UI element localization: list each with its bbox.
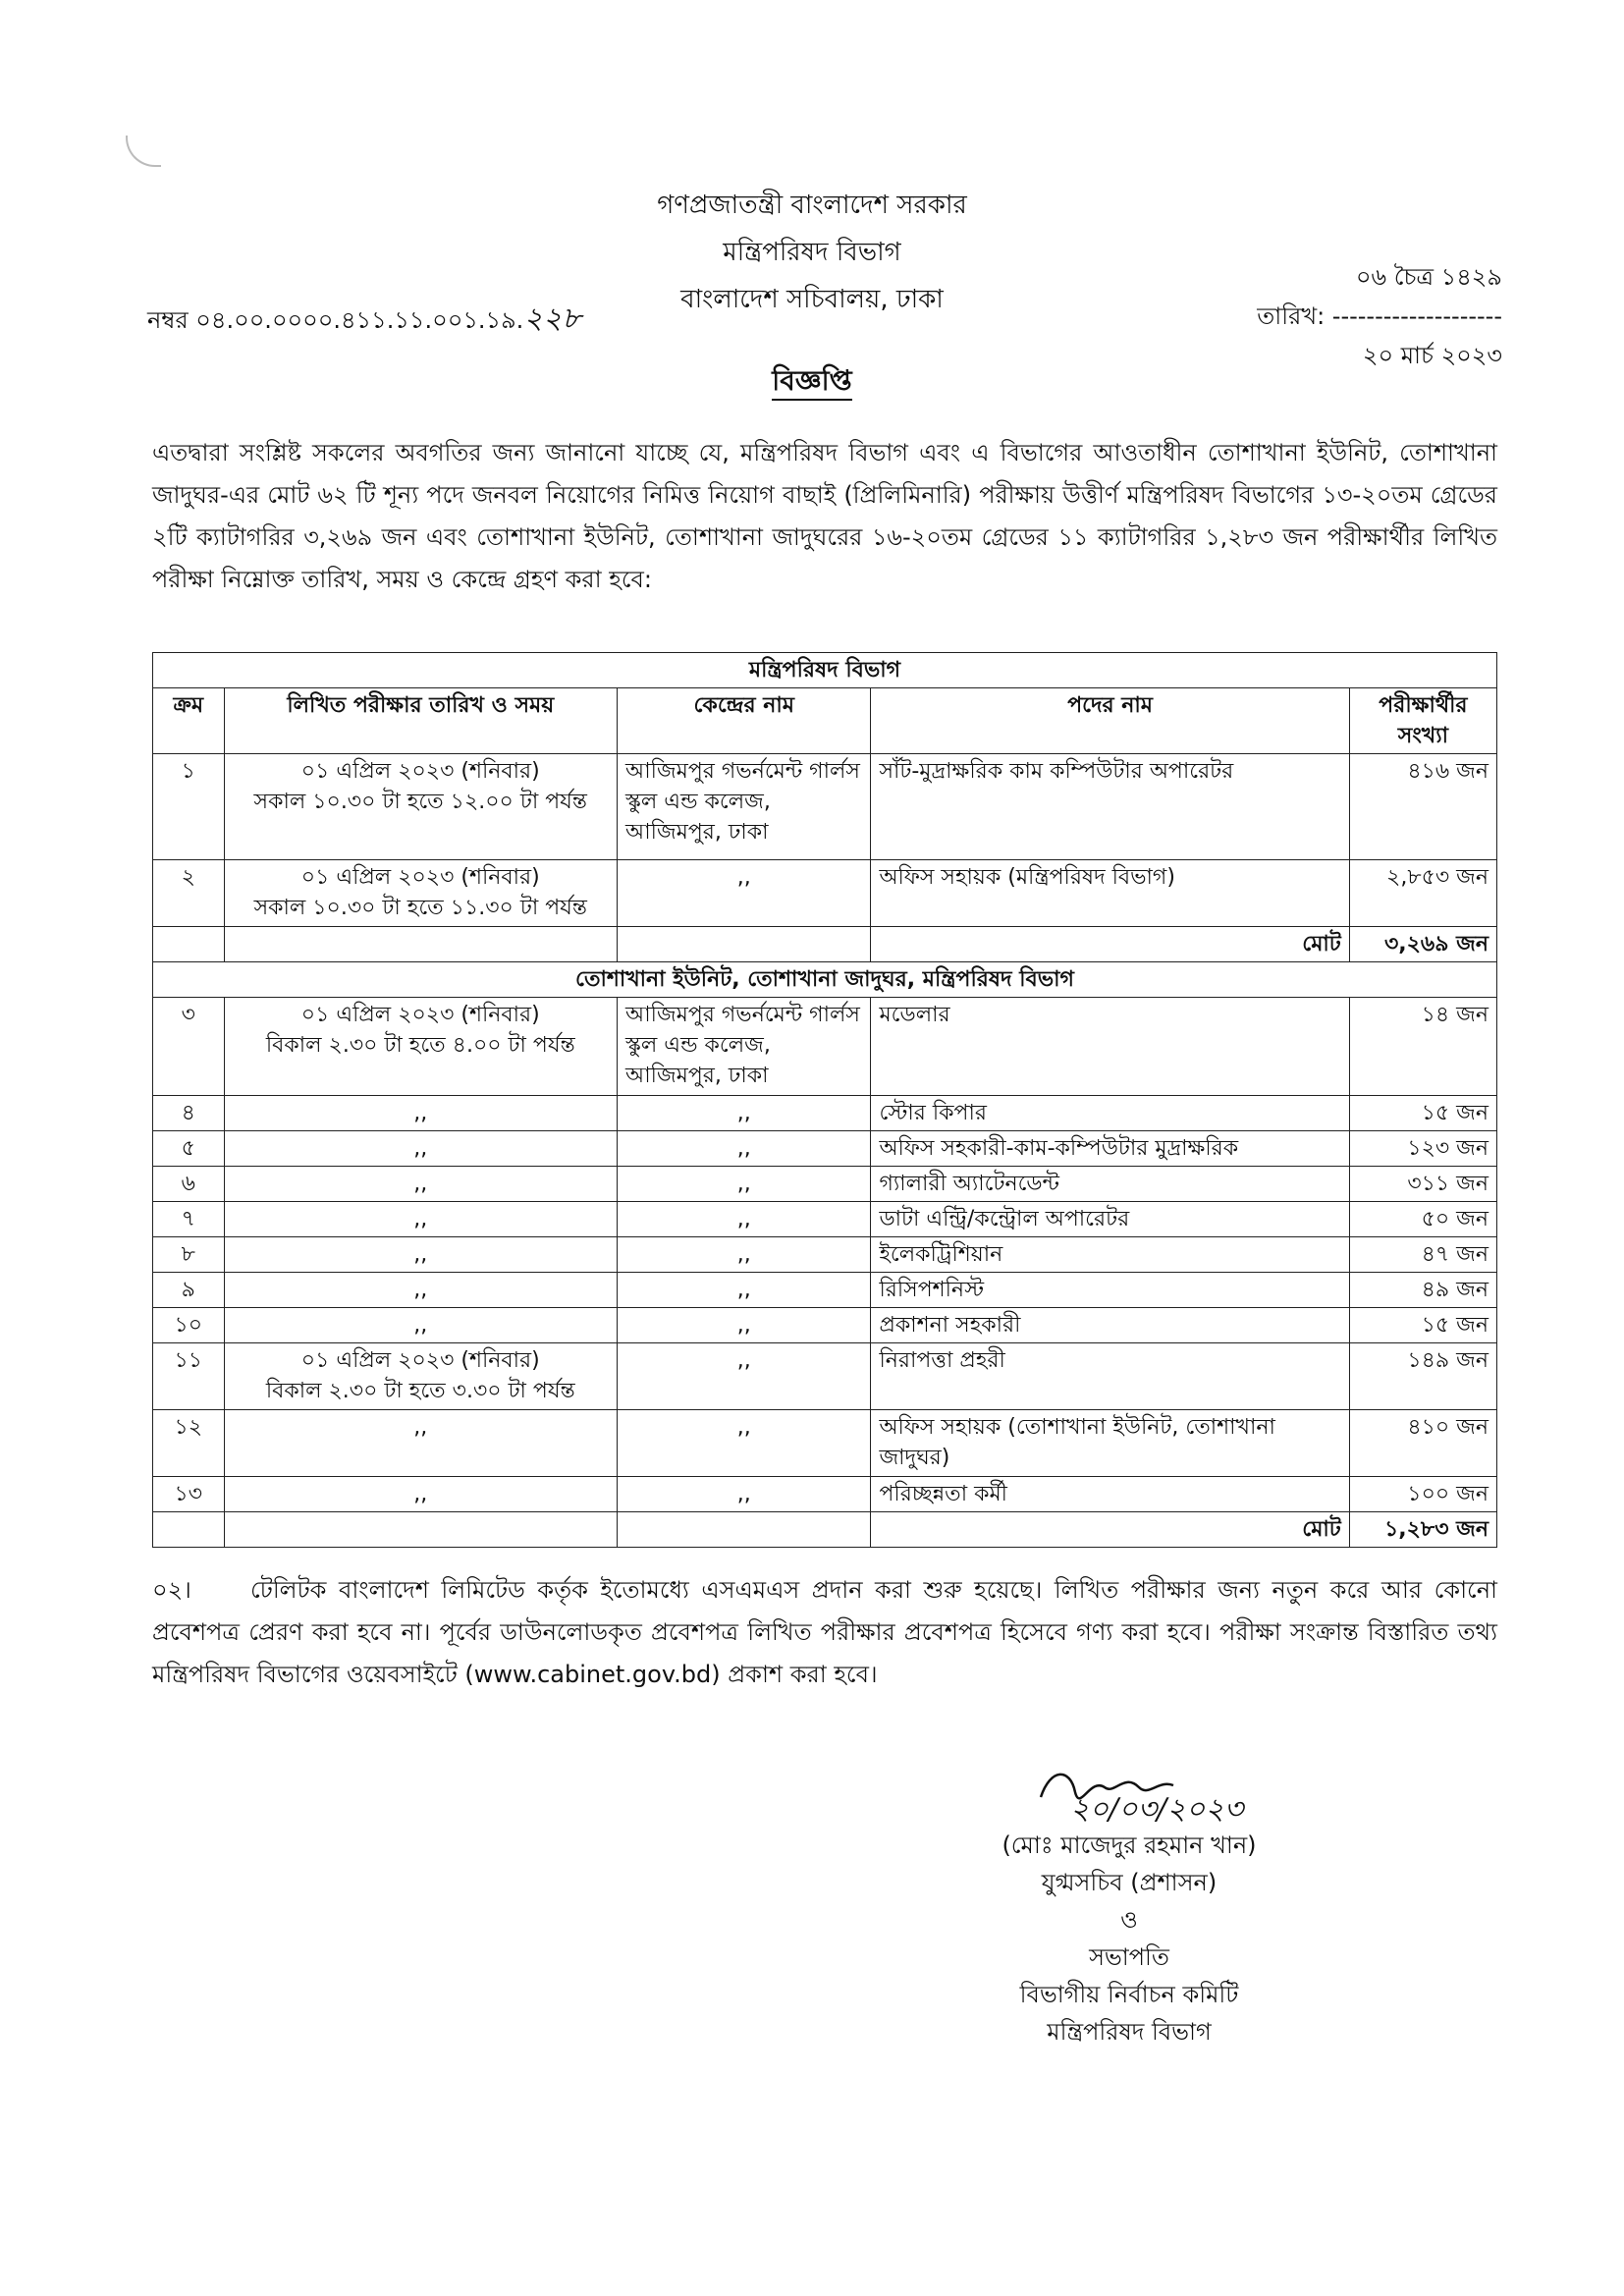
row-post: গ্যালারী অ্যাটেনডেন্ট: [871, 1167, 1349, 1202]
date-block: [1129, 257, 1502, 375]
row-count: ১৪ জন: [1349, 998, 1496, 1096]
row-post: প্রকাশনা সহকারী: [871, 1308, 1349, 1343]
row-sl: ৮: [153, 1237, 225, 1273]
row-count: ১৫ জন: [1349, 1096, 1496, 1131]
row-sl: ৩: [153, 998, 225, 1096]
row-center-ditto: ,,: [618, 1410, 871, 1477]
row-center-ditto: ,,: [618, 860, 871, 927]
note-text: টেলিটক বাংলাদেশ লিমিটেড কর্তৃক ইতোমধ্যে এসএমএস প্রদান করা শুরু হয়েছে। লিখিত পরীক্ষার জন্য নতুন করে আর কোনো প্রবেশপত্র প্রেরণ করা হবে না। পূর্বের ডাউনলোডকৃত প্রবেশপত্র লিখিত পরীক্ষার প্রবেশপত্র হিসেবে গণ্য করা হবে। পরীক্ষা সংক্রান্ত বিস্তারিত তথ্য মন্ত্রিপরিষদ বিভাগের ওয়েবসাইটে (www.cabinet.gov.bd) প্রকাশ করা হবে।: [152, 1576, 1497, 1688]
row-date-ditto: ,,: [224, 1308, 617, 1343]
header-post: পদের নাম: [871, 688, 1349, 754]
row-sl: ৬: [153, 1167, 225, 1202]
signature-date: ২০/০৩/২০২৩: [1070, 1792, 1244, 1827]
row-sl: ৪: [153, 1096, 225, 1131]
row-post: অফিস সহায়ক (মন্ত্রিপরিষদ বিভাগ): [871, 860, 1349, 927]
header-sl: ক্রম: [153, 688, 225, 754]
total-value: ৩,২৬৯ জন: [1349, 927, 1496, 962]
row-post: পরিচ্ছন্নতা কর্মী: [871, 1477, 1349, 1512]
table-row: [153, 860, 1497, 927]
table-row: [153, 1273, 1497, 1308]
total-row-toshakhana: [153, 1512, 1497, 1548]
date-label: তারিখ: --------------------: [1257, 302, 1502, 330]
row-count: ৪১০ জন: [1349, 1410, 1496, 1477]
section-title: তোশাখানা ইউনিট, তোশাখানা জাদুঘর, মন্ত্রিপরিষদ বিভাগ: [153, 962, 1497, 998]
row-date-ditto: ,,: [224, 1131, 617, 1167]
row-date: ০১ এপ্রিল ২০২৩ (শনিবার) সকাল ১০.৩০ টা হতে ১১.৩০ টা পর্যন্ত: [224, 860, 617, 927]
row-date-ditto: ,,: [224, 1273, 617, 1308]
table-row: [153, 1343, 1497, 1410]
table-row: [153, 1096, 1497, 1131]
row-center: আজিমপুর গভর্নমেন্ট গার্লস স্কুল এন্ড কলেজ, আজিমপুর, ঢাকা: [618, 998, 871, 1096]
table-row: [153, 1410, 1497, 1477]
row-count: ৪৯ জন: [1349, 1273, 1496, 1308]
table-row: [153, 1237, 1497, 1273]
row-sl: ১: [153, 754, 225, 860]
table-row: [153, 1167, 1497, 1202]
note-paragraph: [152, 1569, 1497, 1696]
table-row: [153, 1308, 1497, 1343]
row-center-ditto: ,,: [618, 1308, 871, 1343]
table-row: [153, 754, 1497, 860]
row-count: ২,৮৫৩ জন: [1349, 860, 1496, 927]
header-date: লিখিত পরীক্ষার তারিখ ও সময়: [224, 688, 617, 754]
signatory-designation: যুগ্মসচিব (প্রশাসন): [1041, 1869, 1218, 1896]
section-header-cabinet: [153, 653, 1497, 688]
row-date: ০১ এপ্রিল ২০২৩ (শনিবার) বিকাল ২.৩০ টা হতে ৩.৩০ টা পর্যন্ত: [224, 1343, 617, 1410]
header-center: কেন্দ্রের নাম: [618, 688, 871, 754]
memo-number: [147, 295, 581, 345]
row-count: ১৪৯ জন: [1349, 1343, 1496, 1410]
row-center-ditto: ,,: [618, 1477, 871, 1512]
section-header-toshakhana: [153, 962, 1497, 998]
row-post: নিরাপত্তা প্রহরী: [871, 1343, 1349, 1410]
row-sl: ১১: [153, 1343, 225, 1410]
signatory-and: ও: [1120, 1906, 1138, 1934]
row-post: সাঁট-মুদ্রাক্ষরিক কাম কম্পিউটার অপারেটর: [871, 754, 1349, 860]
exam-schedule-table: [152, 652, 1497, 1548]
table-row: [153, 1477, 1497, 1512]
date-bangla: ০৬ চৈত্র ১৪২৯: [1355, 263, 1502, 291]
row-date: ০১ এপ্রিল ২০২৩ (শনিবার) সকাল ১০.৩০ টা হতে ১২.০০ টা পর্যন্ত: [224, 754, 617, 860]
table-row: [153, 1202, 1497, 1237]
row-post: মডেলার: [871, 998, 1349, 1096]
division-name: মন্ত্রিপরিষদ বিভাগ: [723, 238, 901, 267]
total-value: ১,২৮৩ জন: [1349, 1512, 1496, 1548]
table-row: [153, 998, 1497, 1096]
row-sl: ৭: [153, 1202, 225, 1237]
header-count: পরীক্ষার্থীর সংখ্যা: [1349, 688, 1496, 754]
row-sl: ১০: [153, 1308, 225, 1343]
scan-mark: [126, 136, 161, 167]
signatory-role: সভাপতি: [1089, 1943, 1169, 1971]
row-count: ১৫ জন: [1349, 1308, 1496, 1343]
row-center-ditto: ,,: [618, 1096, 871, 1131]
section-title: মন্ত্রিপরিষদ বিভাগ: [153, 653, 1497, 688]
memo-prefix: নম্বর ০৪.০০.০০০০.৪১১.১১.০০১.১৯.: [147, 306, 524, 334]
row-sl: ১২: [153, 1410, 225, 1477]
row-sl: ১৩: [153, 1477, 225, 1512]
signatory-department: মন্ত্রিপরিষদ বিভাগ: [1047, 2018, 1212, 2046]
row-count: ১২৩ জন: [1349, 1131, 1496, 1167]
row-center-ditto: ,,: [618, 1343, 871, 1410]
notice-title: বিজ্ঞপ্তি: [0, 359, 1624, 406]
handwritten-signature: [1031, 1758, 1355, 1827]
row-sl: ৫: [153, 1131, 225, 1167]
total-label: মোট: [871, 927, 1349, 962]
row-center: আজিমপুর গভর্নমেন্ট গার্লস স্কুল এন্ড কলেজ, আজিমপুর, ঢাকা: [618, 754, 871, 860]
row-count: ১০০ জন: [1349, 1477, 1496, 1512]
row-count: ৩১১ জন: [1349, 1167, 1496, 1202]
row-date: ০১ এপ্রিল ২০২৩ (শনিবার) বিকাল ২.৩০ টা হতে ৪.০০ টা পর্যন্ত: [224, 998, 617, 1096]
row-center-ditto: ,,: [618, 1131, 871, 1167]
secretariat-address: বাংলাদেশ সচিবালয়, ঢাকা: [680, 285, 944, 314]
row-post: ইলেকট্রিশিয়ান: [871, 1237, 1349, 1273]
row-post: স্টোর কিপার: [871, 1096, 1349, 1131]
row-center-ditto: ,,: [618, 1167, 871, 1202]
row-center-ditto: ,,: [618, 1202, 871, 1237]
row-center-ditto: ,,: [618, 1237, 871, 1273]
notice-paragraph: এতদ্বারা সংশ্লিষ্ট সকলের অবগতির জন্য জানানো যাচ্ছে যে, মন্ত্রিপরিষদ বিভাগ এবং এ বিভাগের আওতাধীন তোশাখানা ইউনিট, তোশাখানা জাদুঘর-এর মোট ৬২ টি শূন্য পদে জনবল নিয়োগের নিমিত্ত নিয়োগ বাছাই (প্রিলিমিনারি) পরীক্ষায় উত্তীর্ণ মন্ত্রিপরিষদ বিভাগের ১৩-২০তম গ্রেডের ২টি ক্যাটাগরির ৩,২৬৯ জন এবং তোশাখানা ইউনিট, তোশাখানা জাদুঘরের ১৬-২০তম গ্রেডের ১১ ক্যাটাগরির ১,২৮৩ জন পরীক্ষার্থীর লিখিত পরীক্ষা নিম্নোক্ত তারিখ, সময় ও কেন্দ্রে গ্রহণ করা হবে:: [152, 439, 1497, 593]
govt-name: গণপ্রজাতন্ত্রী বাংলাদেশ সরকার: [657, 191, 967, 220]
row-date-ditto: ,,: [224, 1237, 617, 1273]
table-header-row: [153, 688, 1497, 754]
row-date-ditto: ,,: [224, 1477, 617, 1512]
total-label: মোট: [871, 1512, 1349, 1548]
row-post: অফিস সহায়ক (তোশাখানা ইউনিট, তোশাখানা জাদুঘর): [871, 1410, 1349, 1477]
row-count: ৫০ জন: [1349, 1202, 1496, 1237]
row-date-ditto: ,,: [224, 1167, 617, 1202]
date-english: ২০ মার্চ ২০২৩: [1362, 342, 1502, 369]
row-post: ডাটা এন্ট্রি/কন্ট্রোল অপারেটর: [871, 1202, 1349, 1237]
row-date-ditto: ,,: [224, 1096, 617, 1131]
row-post: রিসিপশনিস্ট: [871, 1273, 1349, 1308]
note-number: ০২।: [152, 1576, 191, 1604]
memo-handwritten-number: ২২৮: [523, 301, 581, 336]
signatory-committee: বিভাগীয় নির্বাচন কমিটি: [1019, 1981, 1239, 2008]
row-date-ditto: ,,: [224, 1202, 617, 1237]
row-count: ৪৭ জন: [1349, 1237, 1496, 1273]
total-row-cabinet: [153, 927, 1497, 962]
row-date-ditto: ,,: [224, 1410, 617, 1477]
row-sl: ৯: [153, 1273, 225, 1308]
row-sl: ২: [153, 860, 225, 927]
signatory-name: (মোঃ মাজেদুর রহমান খান): [1001, 1831, 1257, 1859]
row-count: ৪১৬ জন: [1349, 754, 1496, 860]
row-post: অফিস সহকারী-কাম-কম্পিউটার মুদ্রাক্ষরিক: [871, 1131, 1349, 1167]
table-row: [153, 1131, 1497, 1167]
row-center-ditto: ,,: [618, 1273, 871, 1308]
